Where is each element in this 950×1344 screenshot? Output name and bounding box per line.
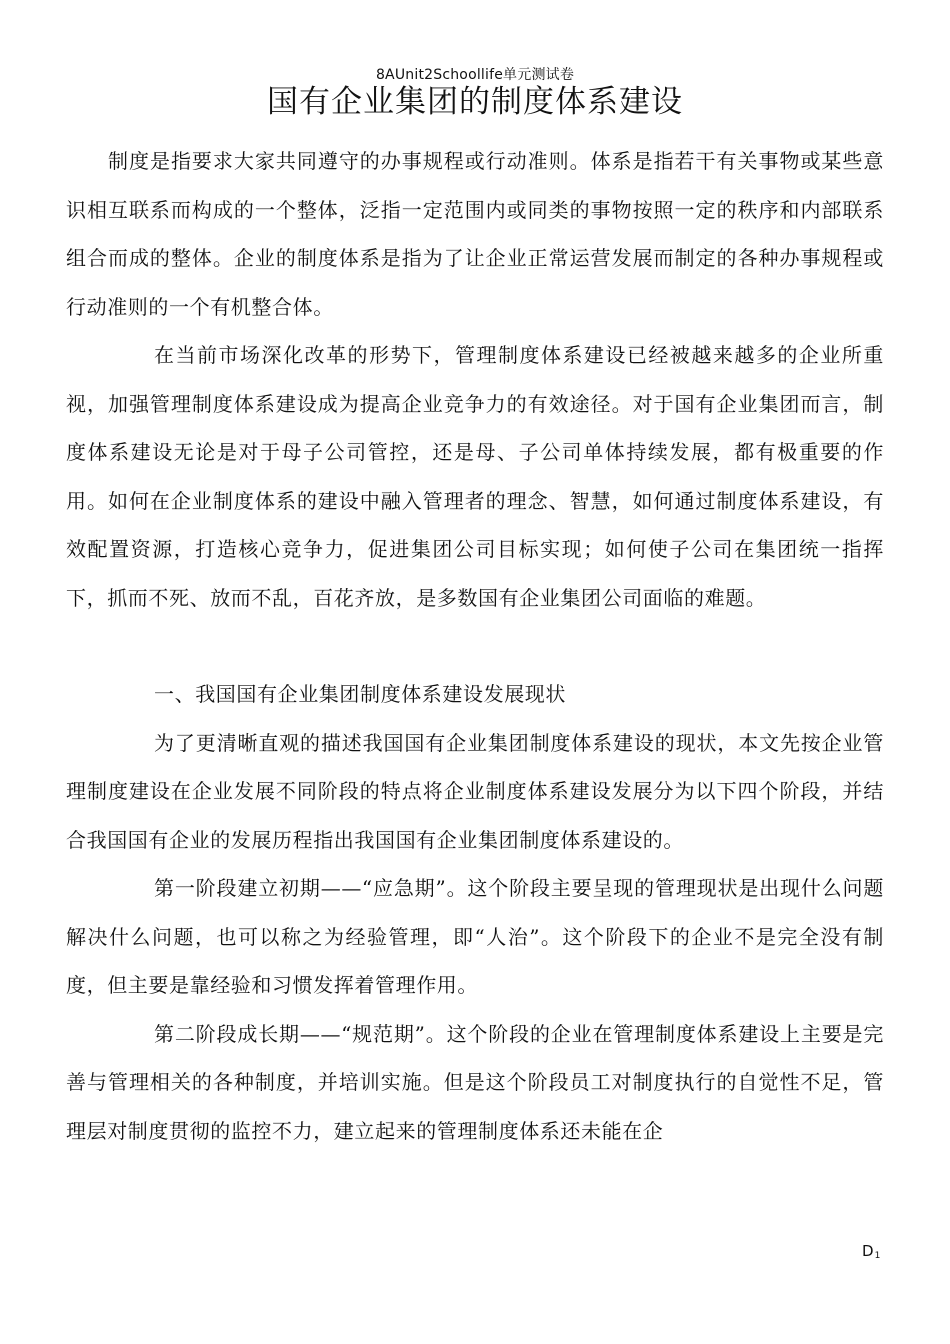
section-heading: 一、我国国有企业集团制度体系建设发展现状 (154, 682, 566, 706)
intro-paragraph-2: 在当前市场深化改革的形势下，管理制度体系建设已经被越来越多的企业所重视，加强管理制度体系建设成为提高企业竞争力的有效途径。对于国有企业集团而言，制度体系建设无论是对于母子公司管控，还是母、子公司单体持续发展，都有极重要的作用。如何在企业制度体系的建设中融入管理者的理念、智慧，如何通过制度体系建设，有效配置资源，打造核心竞争力，促进集团公司目标实现；如何使子公司在集团统一指挥下，抓而不死、放而不乱，百花齐放，是多数国有企业集团公司面临的难题。 (66, 343, 884, 610)
section-paragraph-2: 第一阶段建立初期——“应急期”。这个阶段主要呈现的管理现状是出现什么问题解决什么问题，也可以称之为经验管理，即“人治”。这个阶段下的企业不是完全没有制度，但主要是靠经验和习惯发挥着管理作用。 (66, 876, 884, 997)
document-body (66, 137, 884, 1155)
section-paragraph-1: 为了更清晰直观的描述我国国有企业集团制度体系建设的现状，本文先按企业管理制度建设在企业发展不同阶段的特点将企业制度体系建设发展分为以下四个阶段，并结合我国国有企业的发展历程指出我国国有企业集团制度体系建设的。 (66, 730, 884, 852)
paragraph-spacer (66, 622, 884, 670)
intro-paragraph-1: 制度是指要求大家共同遵守的办事规程或行动准则。体系是指若干有关事物或某些意识相互联系而构成的一个整体，泛指一定范围内或同类的事物按照一定的秩序和内部联系组合而成的整体。企业的制度体系是指为了让企业正常运营发展而制定的各种办事规程或行动准则的一个有机整合体。 (66, 149, 884, 319)
document-title: 国有企业集团的制度体系建设 (267, 84, 683, 120)
page-number (862, 1242, 880, 1265)
page-number-letter: D (862, 1242, 874, 1260)
document-header-note: 8AUnit2Schoollife单元测试卷 (375, 67, 575, 83)
page-number-subscript: 1 (874, 1251, 881, 1261)
section-paragraph-3: 第二阶段成长期——“规范期”。这个阶段的企业在管理制度体系建设上主要是完善与管理相关的各种制度，并培训实施。但是这个阶段员工对制度执行的自觉性不足，管理层对制度贯彻的监控不力，建立起来的管理制度体系还未能在企 (66, 1021, 884, 1143)
